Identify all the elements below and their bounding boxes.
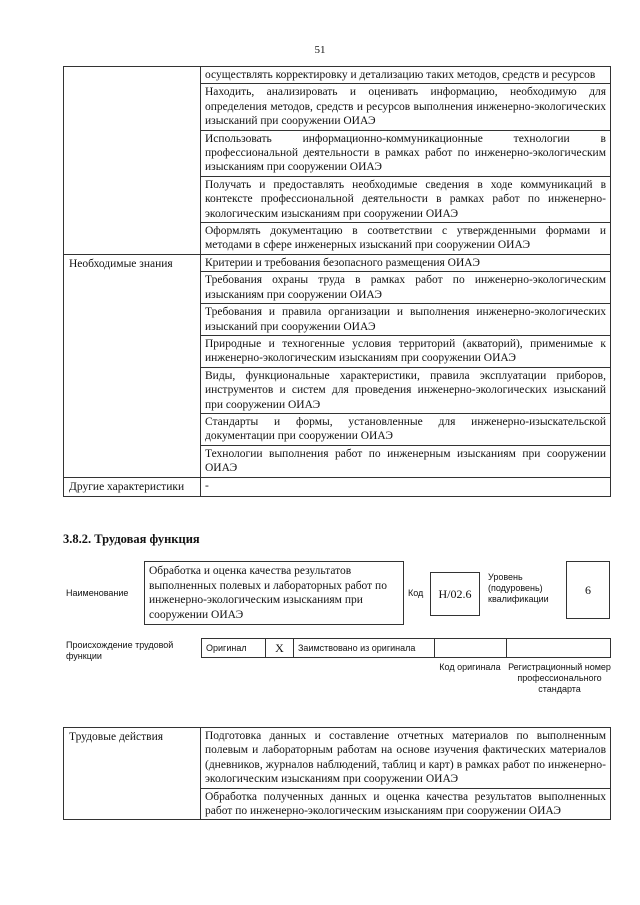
origin-label: Происхождение трудовой функции xyxy=(66,640,174,661)
skills-knowledge-table xyxy=(63,66,611,497)
level-label: Уровень (подуровень) квалификации xyxy=(488,572,549,604)
labor-actions-label: Трудовые действия xyxy=(64,728,201,820)
row-text: Подготовка данных и составление отчетных материалов по выполненным полевым и лабораторным работам на основе изучения фактических материалов (дневников, журналов наблюдений, таблиц и карт) в рамках работ по инженерно-экологическим изысканиям при сооружении ОИАЭ xyxy=(201,728,611,789)
origin-row xyxy=(201,638,611,658)
row-text: осуществлять корректировку и детализацию таких методов, средств и ресурсов xyxy=(201,67,611,84)
name-label: Наименование xyxy=(66,588,129,598)
page-number: 51 xyxy=(314,44,326,56)
function-code-value: Н/02.6 xyxy=(430,572,480,616)
row-text: Виды, функциональные характеристики, правила эксплуатации приборов, инструментов и систем для проведения инженерно-экологических изысканий при сооружении ОИАЭ xyxy=(201,367,611,413)
row-text: Природные и техногенные условия территорий (акваторий), применимые к инженерно-экологическим изысканиям при сооружении ОИАЭ xyxy=(201,335,611,367)
row-text: Обработка полученных данных и оценка качества результатов выполненных работ по инженерно-экологическим изысканиям при сооружении ОИАЭ xyxy=(201,788,611,820)
labor-actions-table xyxy=(63,727,611,820)
reg-number-caption: Регистрационный номер профессионального стандарта xyxy=(508,662,611,694)
qualification-level-value: 6 xyxy=(566,561,610,619)
table-row xyxy=(64,67,611,84)
row-text: Получать и предоставлять необходимые сведения в ходе коммуникаций в контексте профессиональной деятельности в рамках работ по инженерно-экологическим изысканиям при сооружении ОИАЭ xyxy=(201,176,611,222)
code-label: Код xyxy=(408,588,424,598)
row-text: Стандарты и формы, установленные для инженерно-изыскательской документации при сооружении ОИАЭ xyxy=(201,413,611,445)
row-text: - xyxy=(201,477,611,496)
code-original-cell xyxy=(435,639,507,657)
row-text: Использовать информационно-коммуникационные технологии в профессиональной деятельности в рамках работ по инженерно-экологическим изысканиям при сооружении ОИАЭ xyxy=(201,130,611,176)
row-label: Другие характеристики xyxy=(64,477,201,496)
table-row xyxy=(64,728,611,789)
function-name-value: Обработка и оценка качества результатов выполненных полевых и лабораторных работ по инженерно-экологическим изысканиям при сооружении ОИАЭ xyxy=(144,561,404,625)
code-original-caption: Код оригинала xyxy=(439,662,501,672)
table-row xyxy=(64,254,611,271)
row-text: Находить, анализировать и оценивать информацию, необходимую для определения методов, средств и ресурсов выполнения инженерно-экологических изысканий при сооружении ОИАЭ xyxy=(201,84,611,130)
original-mark: Х xyxy=(266,639,294,657)
borrowed-label: Заимствовано из оригинала xyxy=(294,639,435,657)
reg-number-cell xyxy=(507,639,610,657)
table-row xyxy=(64,477,611,496)
row-text: Технологии выполнения работ по инженерным изысканиям при сооружении ОИАЭ xyxy=(201,445,611,477)
section-title: 3.8.2. Трудовая функция xyxy=(63,532,200,546)
row-text: Оформлять документацию в соответствии с утвержденными формами и методами в сфере инженерных изысканий при сооружении ОИАЭ xyxy=(201,223,611,255)
row-label: Необходимые знания xyxy=(64,254,201,477)
row-label xyxy=(64,67,201,255)
row-text: Требования охраны труда в рамках работ по инженерно-экологическим изысканиям при сооружении ОИАЭ xyxy=(201,272,611,304)
original-label: Оригинал xyxy=(202,639,266,657)
row-text: Критерии и требования безопасного размещения ОИАЭ xyxy=(201,254,611,271)
row-text: Требования и правила организации и выполнения инженерно-экологических изысканий при сооружении ОИАЭ xyxy=(201,304,611,336)
